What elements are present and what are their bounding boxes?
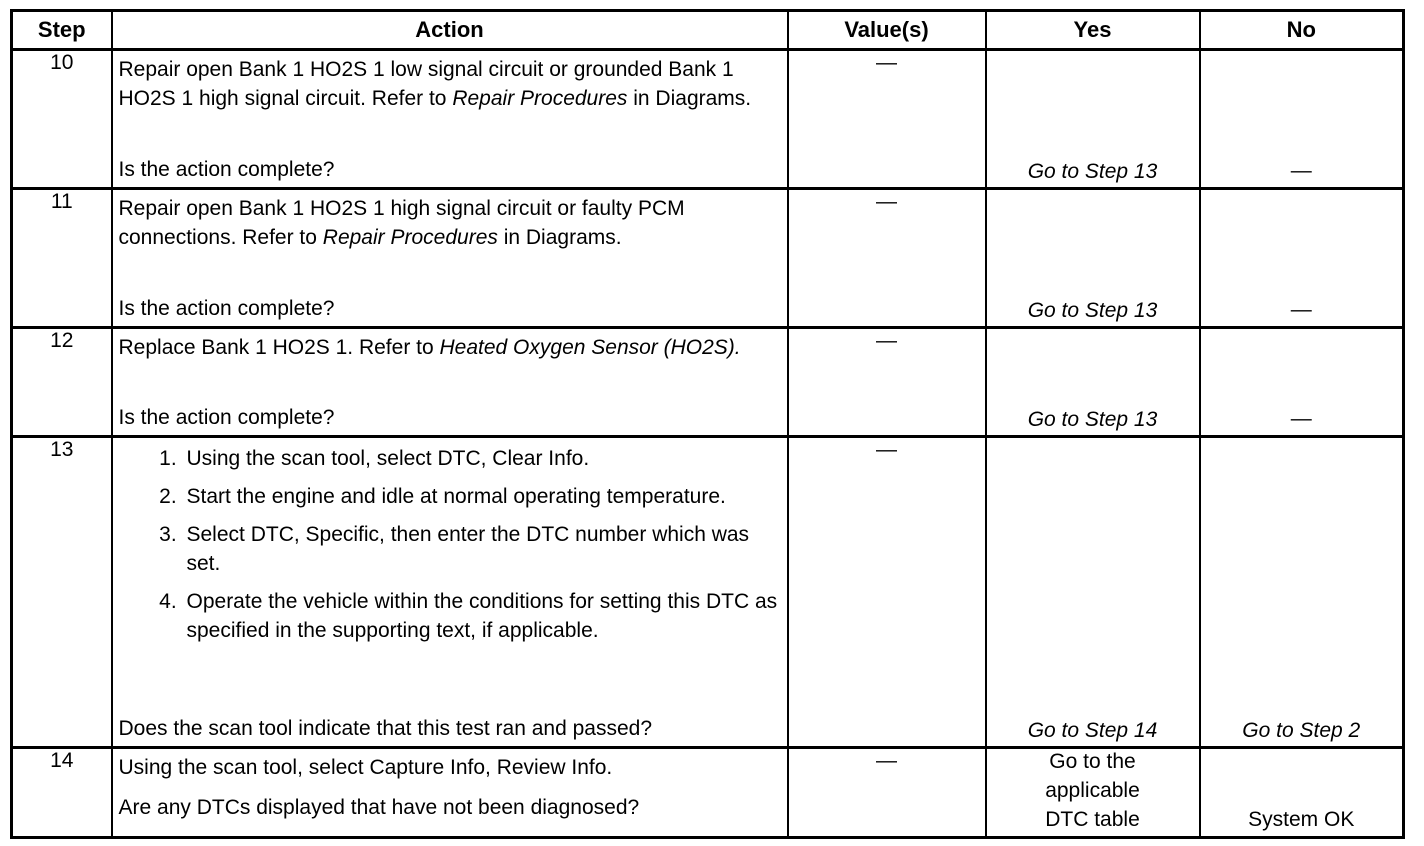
action-cell [112, 748, 788, 838]
step-number: 13 [12, 437, 112, 748]
reference-link-text: Repair Procedures [322, 226, 498, 249]
yes-result: Go to Step 13 [1027, 408, 1158, 431]
action-cell [112, 189, 788, 328]
yes-result: Go to the applicable DTC table [1045, 750, 1140, 831]
no-cell [1200, 189, 1404, 328]
diagnostic-table [10, 9, 1405, 839]
yes-cell [986, 50, 1200, 189]
step-number: 14 [12, 748, 112, 838]
header-no: No [1200, 11, 1404, 50]
value-cell: — [788, 328, 986, 437]
action-question: Is the action complete? [118, 297, 335, 320]
yes-cell [986, 328, 1200, 437]
step-number: 12 [12, 328, 112, 437]
header-yes: Yes [986, 11, 1200, 50]
step-number: 10 [12, 50, 112, 189]
yes-cell [986, 437, 1200, 748]
procedure-list [119, 444, 781, 645]
action-question: Are any DTCs displayed that have not been diagnosed? [118, 796, 640, 819]
yes-result: Go to Step 13 [1027, 299, 1158, 322]
no-cell [1200, 328, 1404, 437]
action-question: Does the scan tool indicate that this test ran and passed? [118, 717, 653, 740]
value-cell: — [788, 189, 986, 328]
no-result: Go to Step 2 [1242, 719, 1361, 742]
no-result: — [1290, 407, 1312, 430]
header-action: Action [112, 11, 788, 50]
no-result: — [1290, 159, 1312, 182]
header-values: Value(s) [788, 11, 986, 50]
step-number: 11 [12, 189, 112, 328]
action-cell [112, 328, 788, 437]
table-row [12, 328, 1404, 437]
header-step: Step [12, 11, 112, 50]
action-cell [112, 437, 788, 748]
list-item: 1. Using the scan tool, select DTC, Clear Info. [183, 444, 781, 473]
action-text: Replace Bank 1 HO2S 1. Refer to Heated Oxygen Sensor (HO2S). [118, 336, 741, 359]
action-text: Using the scan tool, select Capture Info, Review Info. [118, 756, 613, 779]
action-question: Is the action complete? [118, 406, 335, 429]
table-row [12, 437, 1404, 748]
no-result: System OK [1248, 808, 1355, 831]
table-row [12, 50, 1404, 189]
table-row [12, 748, 1404, 838]
no-cell [1200, 437, 1404, 748]
no-cell [1200, 50, 1404, 189]
yes-cell [986, 189, 1200, 328]
reference-link-text: Repair Procedures [452, 87, 628, 110]
reference-link-text: Heated Oxygen Sensor (HO2S). [439, 336, 741, 359]
yes-result: Go to Step 14 [1027, 719, 1158, 742]
action-text: Repair open Bank 1 HO2S 1 high signal circuit or faulty PCM connections. Refer to Repair Procedures in Diagrams. [118, 197, 685, 249]
action-cell [112, 50, 788, 189]
value-cell: — [788, 748, 986, 838]
action-text: Repair open Bank 1 HO2S 1 low signal circuit or grounded Bank 1 HO2S 1 high signal circuit. Refer to Repair Procedures in Diagrams. [118, 58, 752, 110]
yes-result: Go to Step 13 [1027, 160, 1158, 183]
header-row [12, 11, 1404, 50]
list-item: 2. Start the engine and idle at normal operating temperature. [183, 482, 781, 511]
action-question: Is the action complete? [118, 158, 335, 181]
value-cell: — [788, 50, 986, 189]
value-cell: — [788, 437, 986, 748]
yes-cell [986, 748, 1200, 838]
table-row [12, 189, 1404, 328]
no-cell [1200, 748, 1404, 838]
list-item: 3. Select DTC, Specific, then enter the DTC number which was set. [183, 520, 781, 578]
no-result: — [1290, 298, 1312, 321]
list-item: 4. Operate the vehicle within the conditions for setting this DTC as specified in the supporting text, if applicable. [183, 587, 781, 645]
